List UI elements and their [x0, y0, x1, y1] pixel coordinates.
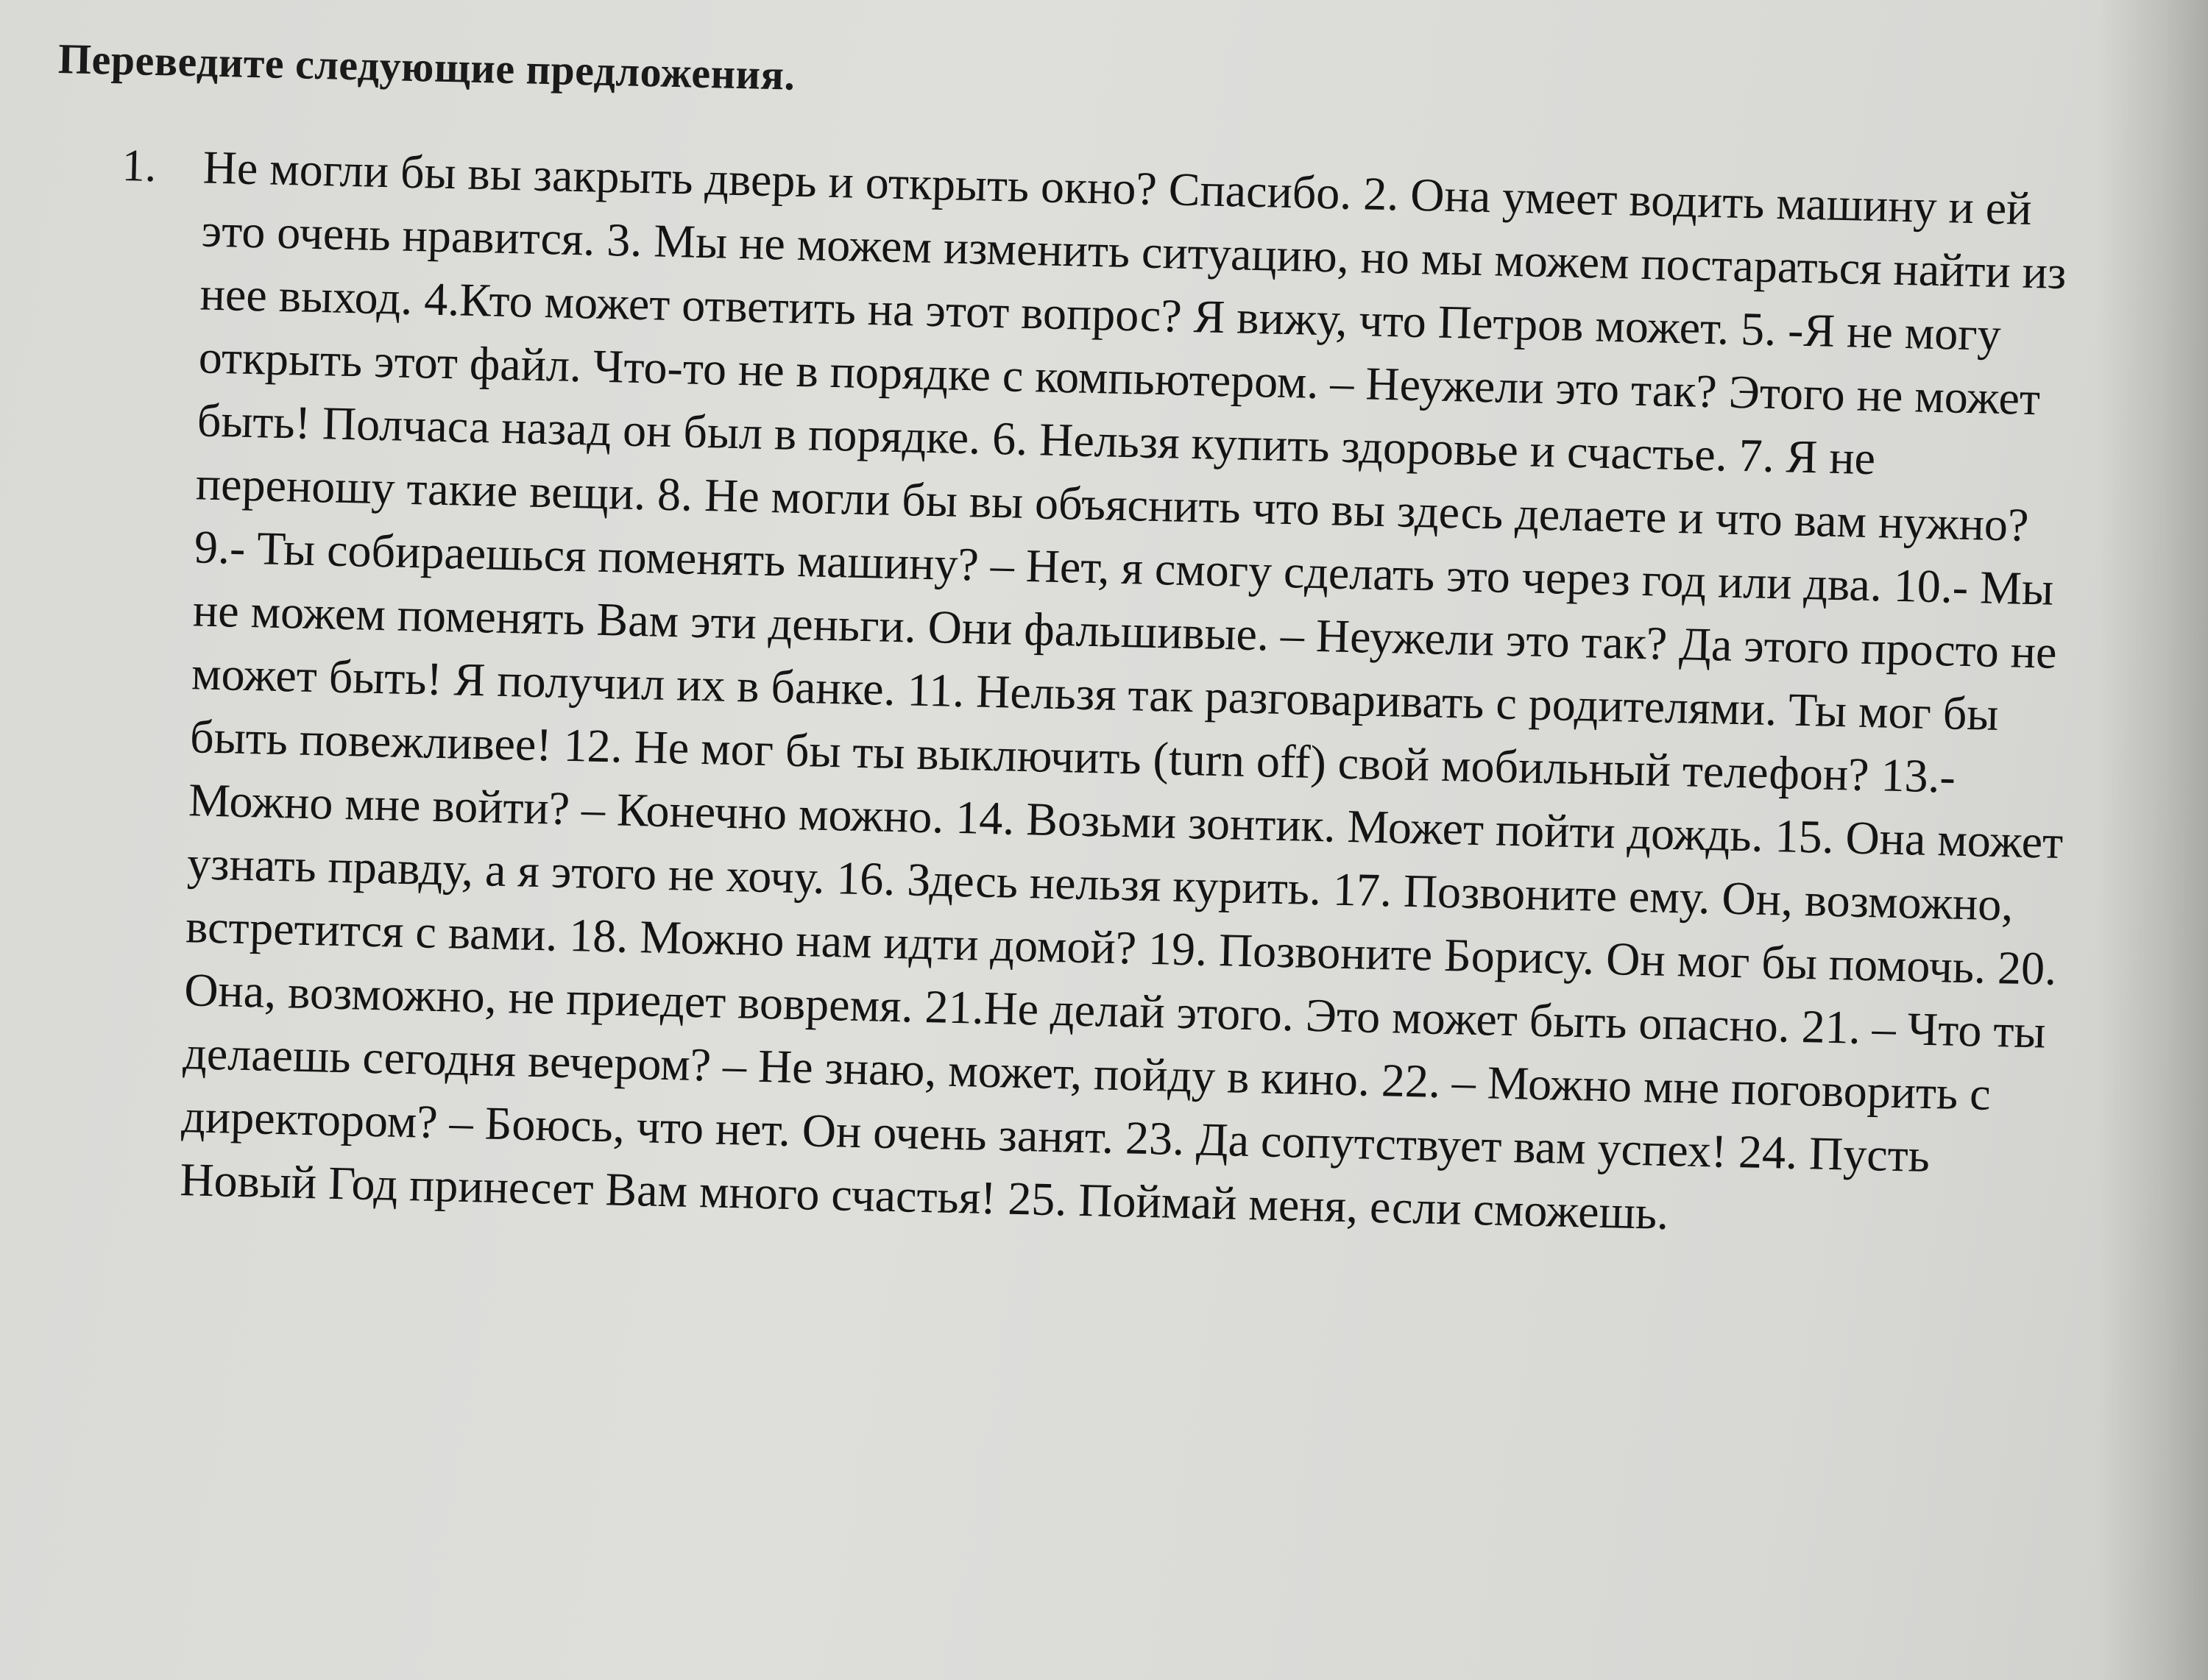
exercise-item	[32, 132, 2161, 1256]
exercise-heading: Переведите следующие предложения.	[57, 34, 796, 99]
exercise-item-number: 1.	[121, 141, 158, 192]
page-content	[32, 29, 2164, 1255]
exercise-item-text: Не могли бы вы закрыть дверь и открыть окно? Спасибо. 2. Она умеет водить машину и ей это очень нравится. 3. Мы не можем изменить ситуацию, но мы можем постараться найти из нее выход. 4.Кто может ответить на этот вопрос? Я вижу, что Петров может. 5. -Я не могу открыть этот файл. Что-то не в порядке с компьютером. – Неужели это так? Этого не может быть! Полчаса назад он был в порядке. 6. Нельзя купить здоровье и счастье. 7. Я не переношу такие вещи. 8. Не могли бы вы объяснить что вы здесь делаете и что вам нужно? 9.- Ты собираешься поменять машину? – Нет, я смогу сделать это через год или два. 10.- Мы не можем поменять Вам эти деньги. Они фальшивые. – Неужели это так? Да этого просто не может быть! Я получил их в банке. 11. Нельзя так разговаривать с родителями. Ты мог бы быть повежливее! 12. Не мог бы ты выключить (turn off) свой мобильный телефон? 13.- Можно мне войти? – Конечно можно. 14. Возьми зонтик. Может пойти дождь. 15. Она может узнать правду, а я этого не хочу. 16. Здесь нельзя курить. 17. Позвоните ему. Он, возможно, встретится с вами. 18. Можно нам идти домой? 19. Позвоните Борису. Он мог бы помочь. 20. Она, возможно, не приедет вовремя. 21.Не делай этого. Это может быть опасно. 21. – Что ты делаешь сегодня вечером? – Не знаю, может, пойду в кино. 22. – Можно мне поговорить с директором? – Боюсь, что нет. Он очень занят. 23. Да сопутствует вам успех! 24. Пусть Новый Год принесет Вам много счастья! 25. Поймай меня, если сможешь.	[179, 141, 2067, 1240]
